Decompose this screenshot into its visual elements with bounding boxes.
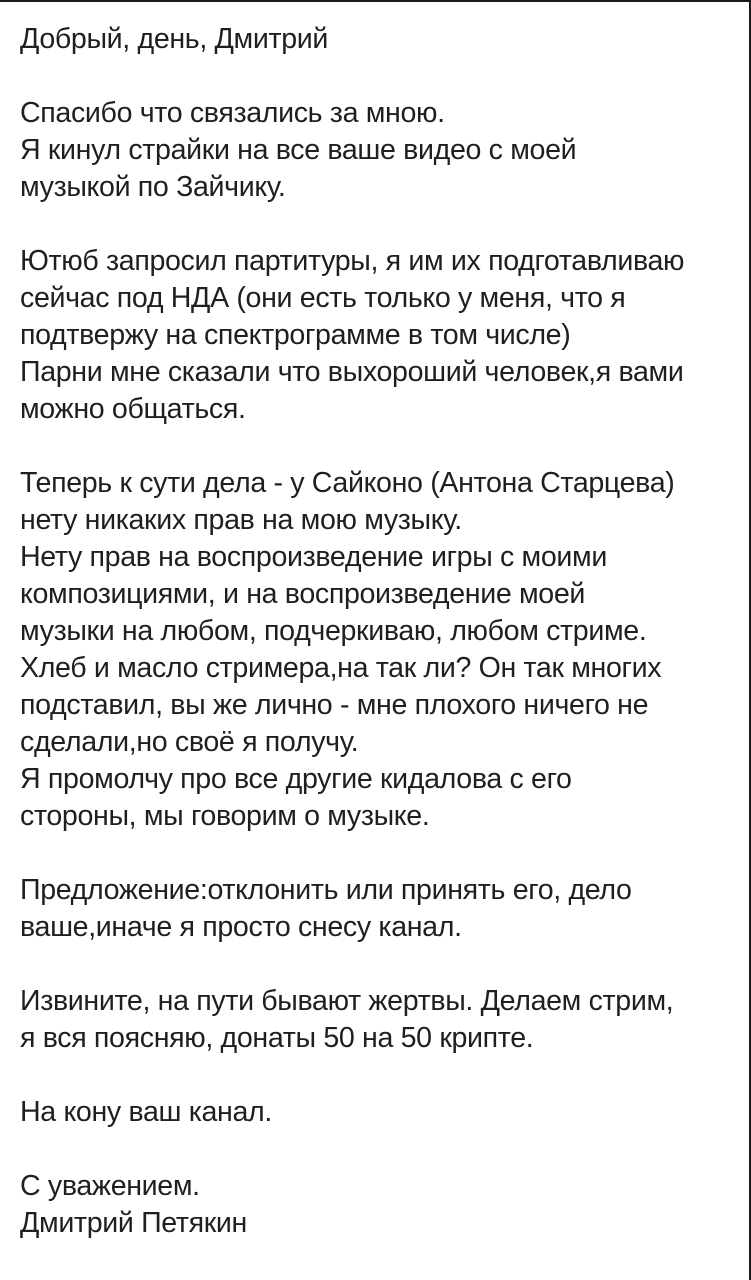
paragraph-gap [20, 428, 740, 465]
paragraph-4-line: ваше,иначе я просто снесу канал. [20, 911, 462, 943]
paragraph-3-line: сделали,но своё я получу. [20, 726, 359, 758]
paragraph-1-line: Я кинул страйки на все ваше видео с моей [20, 134, 577, 166]
paragraph-3-line: Я промолчу про все другие кидалова с его [20, 763, 572, 795]
paragraph-gap [20, 1057, 740, 1094]
paragraph-3-line: музыки на любом, подчеркиваю, любом стриме. [20, 615, 647, 647]
paragraph-2-line: сейчас под НДА (они есть только у меня, что я [20, 282, 626, 314]
paragraph-5-line: Извините, на пути бывают жертвы. Делаем стрим, [20, 985, 674, 1017]
paragraph-gap [20, 58, 740, 95]
paragraph-2-line: можно общаться. [20, 393, 246, 425]
paragraph-6-line: На кону ваш канал. [20, 1096, 272, 1128]
paragraph-gap [20, 835, 740, 872]
paragraph-2-line: Ютюб запросил партитуры, я им их подготавливаю [20, 245, 685, 277]
greeting-line: Добрый, день, Дмитрий [20, 23, 329, 55]
paragraph-1-line: Спасибо что связались за мною. [20, 97, 445, 129]
paragraph-3-line: подставил, вы же лично - мне плохого ничего не [20, 689, 649, 721]
paragraph-3-line: стороны, мы говорим о музыке. [20, 800, 430, 832]
paragraph-gap [20, 206, 740, 243]
paragraph-2-line: подтвержу на спектрограмме в том числе) [20, 319, 571, 351]
closing-line: С уважением. [20, 1170, 200, 1202]
paragraph-3-line: Хлеб и масло стримера,на так ли? Он так многих [20, 652, 662, 684]
paragraph-2-line: Парни мне сказали что выхороший человек,я вами [20, 356, 684, 388]
top-border [0, 0, 751, 2]
paragraph-3-line: Нету прав на воспроизведение игры с моими [20, 541, 607, 573]
paragraph-gap [20, 1131, 740, 1168]
paragraph-3-line: Теперь к сути дела - у Сайконо (Антона Старцева) [20, 467, 675, 499]
paragraph-3-line: композициями, и на воспроизведение моей [20, 578, 586, 610]
signature-line: Дмитрий Петякин [20, 1207, 247, 1239]
paragraph-1-line: музыкой по Зайчику. [20, 171, 286, 203]
message-body [20, 21, 740, 1242]
paragraph-gap [20, 946, 740, 983]
paragraph-5-line: я вся поясняю, донаты 50 на 50 крипте. [20, 1022, 534, 1054]
paragraph-4-line: Предложение:отклонить или принять его, дело [20, 874, 632, 906]
paragraph-3-line: нету никаких прав на мою музыку. [20, 504, 462, 536]
